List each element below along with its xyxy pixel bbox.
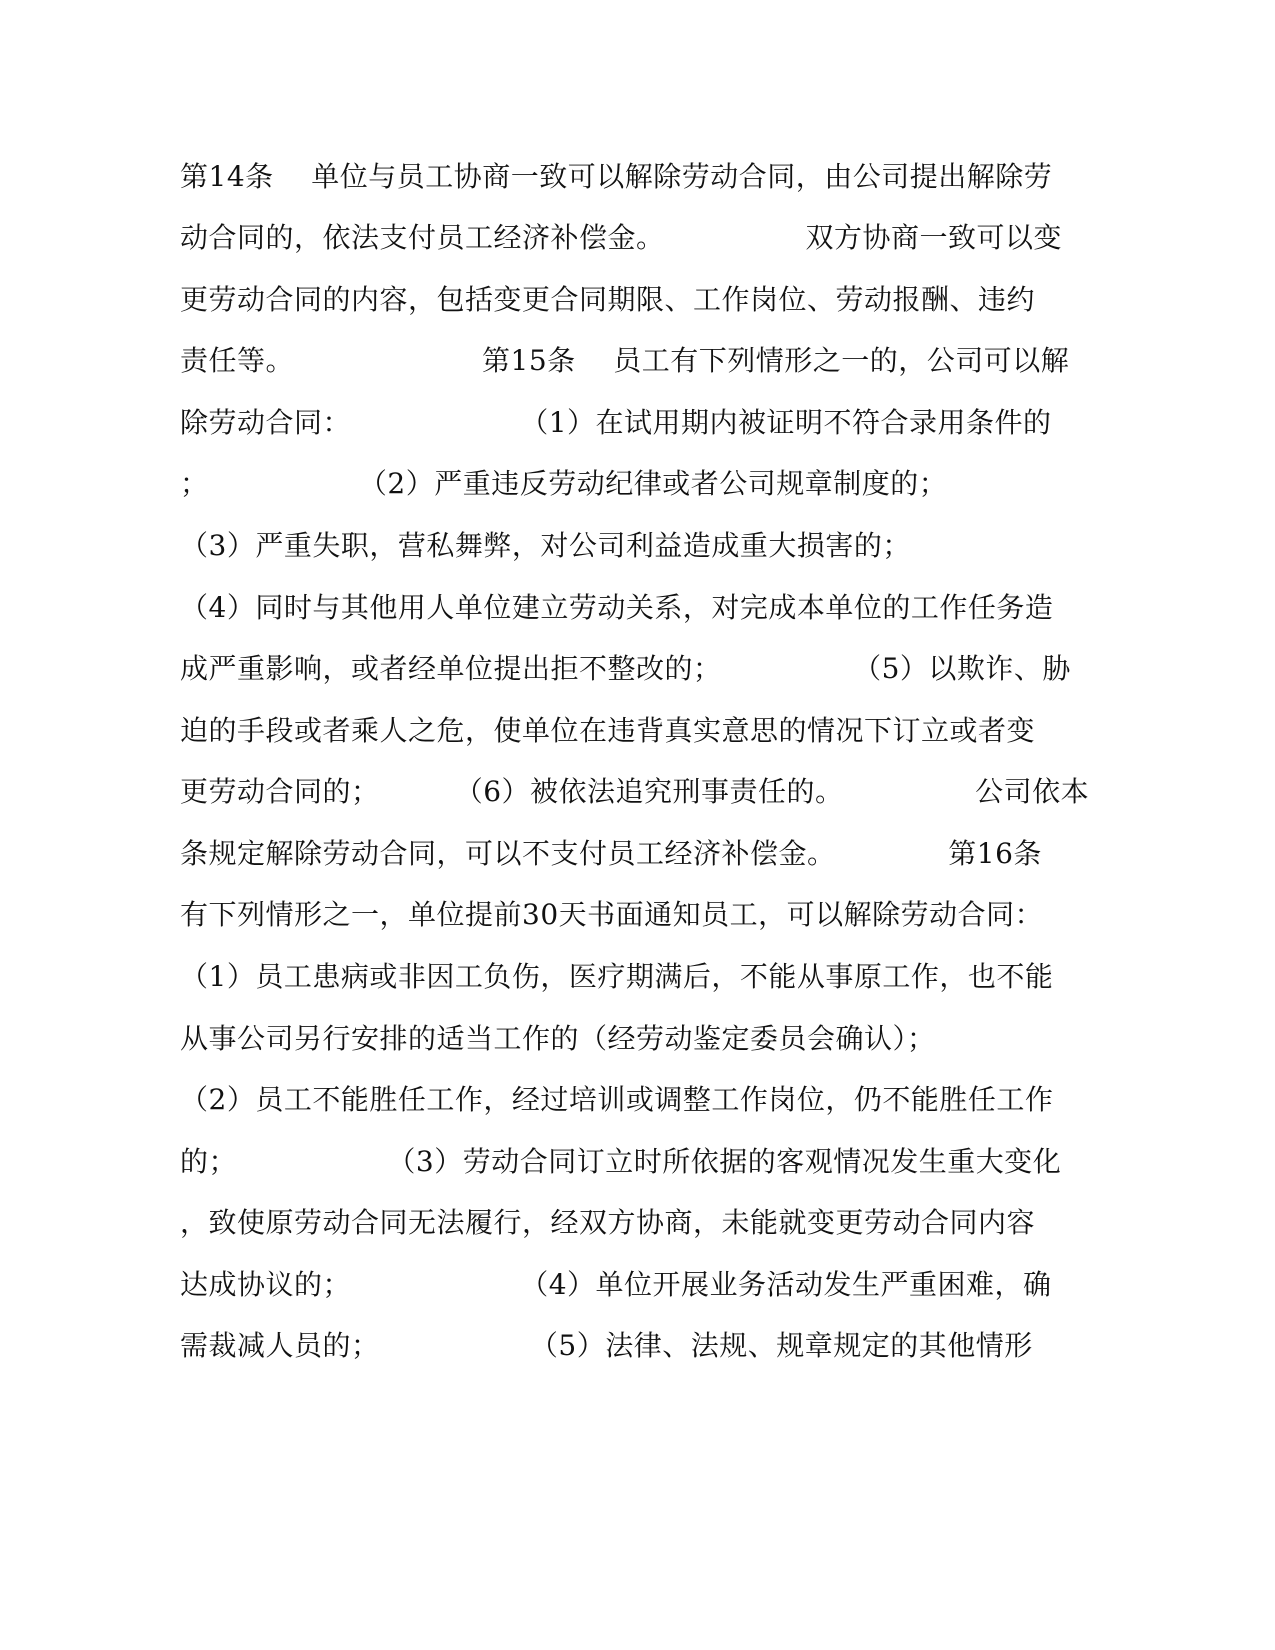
text-line: 达成协议的； （4）单位开展业务活动发生严重困难，确 — [180, 1268, 1052, 1301]
text-line: 迫的手段或者乘人之危，使单位在违背真实意思的情况下订立或者变 — [180, 714, 1036, 747]
text-line: 有下列情形之一，单位提前30天书面通知员工，可以解除劳动合同： — [180, 898, 1044, 931]
text-line: 成严重影响，或者经单位提出拒不整改的； （5）以欺诈、胁 — [180, 652, 1071, 685]
text-line: （3）严重失职，营私舞弊，对公司利益造成重大损害的； — [180, 529, 911, 562]
text-line: ； （2）严重违反劳动纪律或者公司规章制度的； — [180, 467, 948, 500]
text-line: 需裁减人员的； （5）法律、法规、规章规定的其他情形 — [180, 1329, 1033, 1362]
text-line: （1）员工患病或非因工负伤，医疗期满后，不能从事原工作，也不能 — [180, 960, 1054, 993]
text-line: 第14条 单位与员工协商一致可以解除劳动合同，由公司提出解除劳 — [180, 160, 1053, 193]
text-line: 责任等。 第15条 员工有下列情形之一的，公司可以解 — [180, 344, 1070, 377]
text-line: 更劳动合同的内容，包括变更合同期限、工作岗位、劳动报酬、违约 — [180, 283, 1036, 316]
text-line: ，致使原劳动合同无法履行，经双方协商，未能就变更劳动合同内容 — [180, 1206, 1036, 1239]
text-line: 条规定解除劳动合同，可以不支付员工经济补偿金。 第16条 — [180, 837, 1042, 870]
text-line: 除劳动合同： （1）在试用期内被证明不符合录用条件的 — [180, 406, 1052, 439]
text-line: 的； （3）劳动合同订立时所依据的客观情况发生重大变化 — [180, 1145, 1062, 1178]
text-line: 更劳动合同的； （6）被依法追究刑事责任的。 公司依本 — [180, 775, 1090, 808]
text-line: （2）员工不能胜任工作，经过培训或调整工作岗位，仍不能胜任工作 — [180, 1083, 1054, 1116]
text-line: （4）同时与其他用人单位建立劳动关系，对完成本单位的工作任务造 — [180, 591, 1054, 624]
text-line: 从事公司另行安排的适当工作的（经劳动鉴定委员会确认）； — [180, 1022, 936, 1055]
text-line: 动合同的，依法支付员工经济补偿金。 双方协商一致可以变 — [180, 221, 1063, 254]
